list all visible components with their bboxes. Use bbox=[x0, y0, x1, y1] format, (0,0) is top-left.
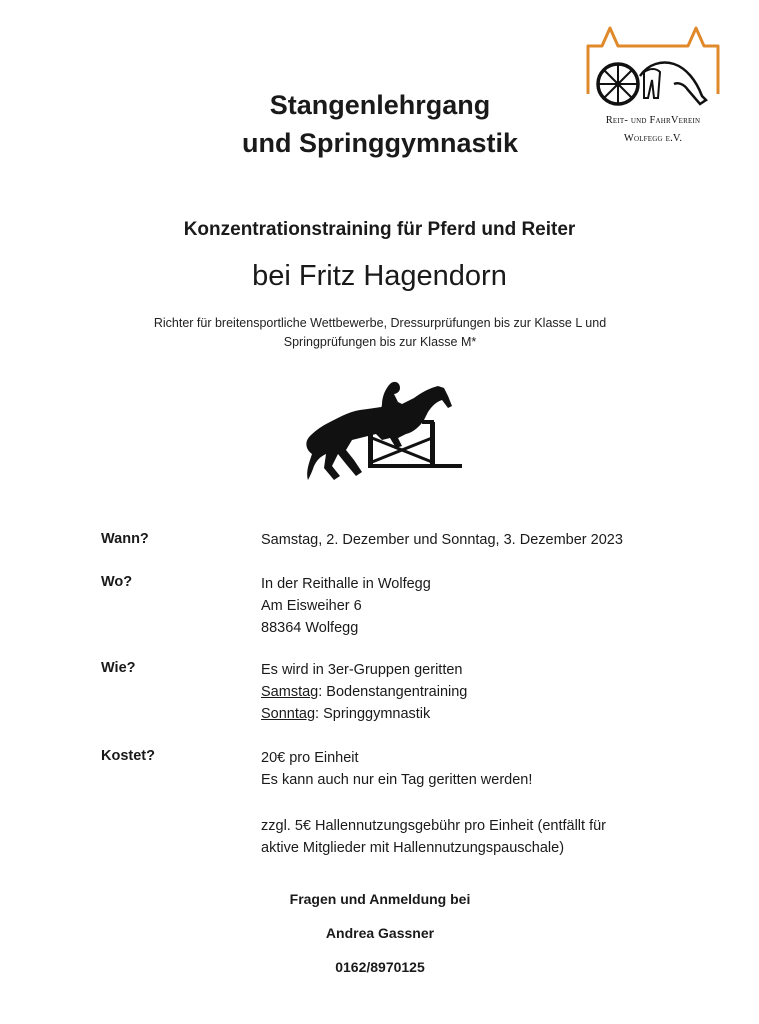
value-wann bbox=[261, 529, 623, 551]
sunday-text: : Springgymnastik bbox=[315, 706, 431, 722]
kostet-line-4: aktive Mitglieder mit Hallennutzungspauschale) bbox=[261, 840, 565, 856]
kostet-line-1: 20€ pro Einheit bbox=[261, 750, 359, 766]
wo-line-2: Am Eisweiher 6 bbox=[261, 598, 362, 614]
wo-line-3: 88364 Wolfegg bbox=[261, 620, 359, 636]
description-line-1: Richter für breitensportliche Wettbewerbe, Dressurprüfungen bis zur Klasse L und bbox=[153, 316, 607, 330]
value-kostet bbox=[261, 747, 606, 859]
saturday-text: : Bodenstangentraining bbox=[318, 684, 468, 700]
wheel-icon bbox=[598, 64, 638, 104]
trainer-name: bei Fritz Hagendorn bbox=[252, 260, 507, 292]
wie-sunday bbox=[261, 703, 467, 725]
title-line-1: Stangenlehrgang bbox=[269, 90, 491, 120]
wann-date: Samstag, 2. Dezember und Sonntag, 3. Dezember 2023 bbox=[261, 532, 623, 548]
value-wo bbox=[261, 573, 431, 639]
kostet-line-3: zzgl. 5€ Hallennutzungsgebühr pro Einheit (entfällt für bbox=[261, 818, 606, 834]
contact-heading: Fragen und Anmeldung bei bbox=[289, 891, 471, 907]
label-wo: Wo? bbox=[101, 574, 133, 590]
club-logo-text bbox=[578, 112, 728, 148]
logo-text-line-1: Reit- und FahrVerein bbox=[605, 115, 701, 126]
saturday-label: Samstag bbox=[261, 684, 319, 700]
label-kostet: Kostet? bbox=[101, 748, 155, 764]
wie-saturday bbox=[261, 681, 467, 703]
subtitle: Konzentrationstraining für Pferd und Reiter bbox=[183, 219, 576, 240]
trainer-description bbox=[110, 314, 650, 352]
page-title bbox=[150, 86, 610, 162]
contact-phone: 0162/8970125 bbox=[335, 959, 425, 975]
wie-line-1: Es wird in 3er-Gruppen geritten bbox=[261, 662, 463, 678]
wo-line-1: In der Reithalle in Wolfegg bbox=[261, 576, 431, 592]
sunday-label: Sonntag bbox=[261, 706, 316, 722]
description-line-2: Springprüfungen bis zur Klasse M* bbox=[283, 335, 477, 349]
title-line-2: und Springgymnastik bbox=[241, 128, 519, 158]
logo-text-line-2: Wolfegg e.V. bbox=[623, 133, 683, 144]
kostet-line-2: Es kann auch nur ein Tag geritten werden! bbox=[261, 772, 533, 788]
label-wie: Wie? bbox=[101, 660, 136, 676]
value-wie bbox=[261, 659, 467, 725]
label-wann: Wann? bbox=[101, 531, 149, 547]
contact-name: Andrea Gassner bbox=[325, 925, 435, 941]
horse-jumping-icon bbox=[302, 376, 462, 482]
